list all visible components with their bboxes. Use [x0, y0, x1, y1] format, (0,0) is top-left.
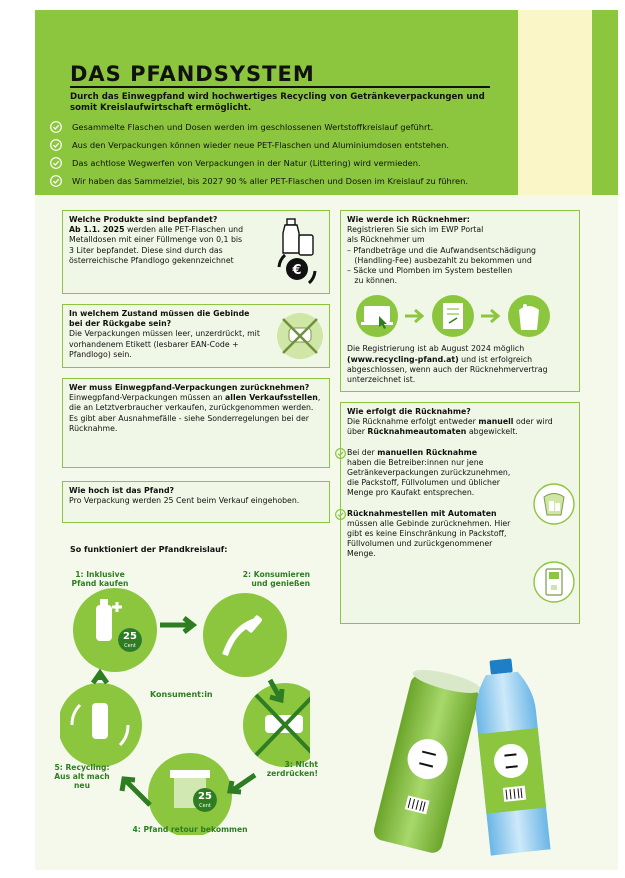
- crushed-bottle-icon: [275, 311, 325, 361]
- register-line: – Säcke und Plomben im System bestellen: [347, 266, 513, 276]
- title-underline: [70, 86, 490, 88]
- vending-machine-icon: [533, 561, 575, 603]
- products-heading: Welche Produkte sind bepfandet?: [69, 215, 218, 224]
- collection-bag-icon: [533, 483, 575, 525]
- benefit-text: Wir haben das Sammelziel, bis 2027 90 % aller PET-Flaschen und Dosen im Kreislauf zu führen.: [72, 176, 469, 186]
- condition-box: [62, 304, 330, 368]
- benefit-text: Aus den Verpackungen können wieder neue PET-Flaschen und Aluminiumdosen entstehen.: [72, 140, 450, 150]
- cycle-step-5: 5: Recycling: Aus alt mach neu: [54, 763, 110, 790]
- products-text: Ab 1.1. 2025 werden alle PET-Flaschen und Metalldosen mit einer Füllmenge von 0,1 bis 3 Liter bepfandet. Diese sind durch das österreichische Pfandlogo gekennzeichnet: [69, 225, 244, 265]
- register-box: [340, 210, 580, 392]
- amount-box: [62, 481, 330, 523]
- auto-return-title: Rücknahmestellen mit Automaten: [347, 508, 497, 518]
- header-accent: [518, 10, 592, 195]
- register-line: als Rücknehmer um: [347, 235, 425, 245]
- cycle-step-2: 2: Konsumieren und genießen: [242, 570, 310, 588]
- auto-return-text: müssen alle Gebinde zurücknehmen. Hier gibt es keine Einschränkung in Packstoff, Füllvolumen und zurückgenommener Menge.: [347, 518, 511, 559]
- register-footer: Die Registrierung ist ab August 2024 möglich (www.recycling-pfand.at) und ist erfolgreich abgeschlossen, wenn auch der Rücknehmervertrag unterzeichnet ist.: [347, 344, 548, 385]
- deposit-cycle-diagram: [60, 585, 310, 835]
- svg-text:€: €: [292, 263, 302, 278]
- condition-text: Die Verpackungen müssen leer, unzerdrückt, mit vorhandenem Etikett (lesbarer EAN-Code + Pfandlogo) sein.: [69, 329, 260, 359]
- benefit-text: Gesammelte Flaschen und Dosen werden im geschlossenen Wertstoffkreislauf geführt.: [72, 122, 434, 132]
- return-heading: Wie erfolgt die Rücknahme?: [347, 407, 471, 416]
- price-value: 25: [198, 791, 212, 802]
- check-icon: [335, 448, 346, 459]
- price-unit: Cent: [199, 803, 211, 809]
- benefit-item: [50, 118, 520, 136]
- check-icon: [335, 509, 346, 520]
- cycle-step-1: 1: Inklusive Pfand kaufen: [71, 570, 129, 588]
- register-heading: Wie werde ich Rücknehmer:: [347, 215, 470, 224]
- can-and-bottle-illustration: [360, 650, 580, 865]
- return-box: [340, 402, 580, 624]
- who-text: Einwegpfand-Verpackungen müssen an allen Verkaufsstellen, die an Letztverbraucher verkaufen, zurückgenommen werden. Es gibt aber Ausnahmefälle - siehe Sonderregelungen bei der Rücknahme.: [69, 393, 321, 433]
- benefits-list: [50, 118, 520, 190]
- price-badge-1: [118, 628, 142, 652]
- cycle-heading: So funktioniert der Pfandkreislauf:: [70, 545, 228, 554]
- cycle-step-4: 4: Pfand retour bekommen: [132, 825, 248, 834]
- benefit-item: [50, 136, 520, 154]
- cycle-center-label: Konsument:in: [150, 690, 213, 699]
- check-icon: [50, 139, 62, 151]
- condition-heading: In welchem Zustand müssen die Gebinde bei der Rückgabe sein?: [69, 309, 250, 329]
- registration-process-icons: [355, 294, 565, 338]
- who-box: [62, 378, 330, 468]
- who-heading: Wer muss Einwegpfand-Verpackungen zurücknehmen?: [69, 383, 310, 392]
- register-line: zu können.: [347, 276, 398, 286]
- check-icon: [50, 175, 62, 187]
- cycle-step-3: 3: Nicht zerdrücken!: [266, 760, 318, 778]
- manual-return-title: Bei der manuellen Rücknahme: [347, 447, 478, 457]
- amount-heading: Wie hoch ist das Pfand?: [69, 486, 175, 495]
- manual-return-text: haben die Betreiber:innen nur jene Getränkeverpackungen zurückzunehmen, die Packstoff, Füllvolumen und üblicher Menge pro Kaufakt entsprechen.: [347, 457, 511, 498]
- check-icon: [50, 121, 62, 133]
- products-box: [62, 210, 330, 294]
- benefit-text: Das achtlose Wegwerfen von Verpackungen in der Natur (Littering) wird vermieden.: [72, 158, 421, 168]
- page-subtitle: Durch das Einwegpfand wird hochwertiges Recycling von Getränkeverpackungen und somit Kreislaufwirtschaft ermöglicht.: [70, 92, 485, 113]
- auto-return-section: [347, 509, 517, 560]
- page-title: DAS PFANDSYSTEM: [70, 62, 315, 86]
- benefit-item: [50, 172, 520, 190]
- amount-text: Pro Verpackung werden 25 Cent beim Verkauf eingehoben.: [69, 496, 300, 506]
- price-badge-2: [193, 788, 217, 812]
- price-unit: Cent: [124, 643, 136, 649]
- register-line: Registrieren Sie sich im EWP Portal: [347, 225, 484, 235]
- benefit-item: [50, 154, 520, 172]
- price-value: 25: [123, 631, 137, 642]
- register-line: (Handling-Fee) ausbezahlt zu bekommen und: [347, 255, 532, 265]
- register-line: – Pfandbeträge und die Aufwandsentschädigung: [347, 245, 536, 255]
- return-intro: Die Rücknahme erfolgt entweder manuell oder wird über Rücknahmeautomaten abgewickelt.: [347, 417, 553, 437]
- manual-return-section: [347, 448, 517, 499]
- check-icon: [50, 157, 62, 169]
- pfand-logo-icon: [271, 217, 323, 287]
